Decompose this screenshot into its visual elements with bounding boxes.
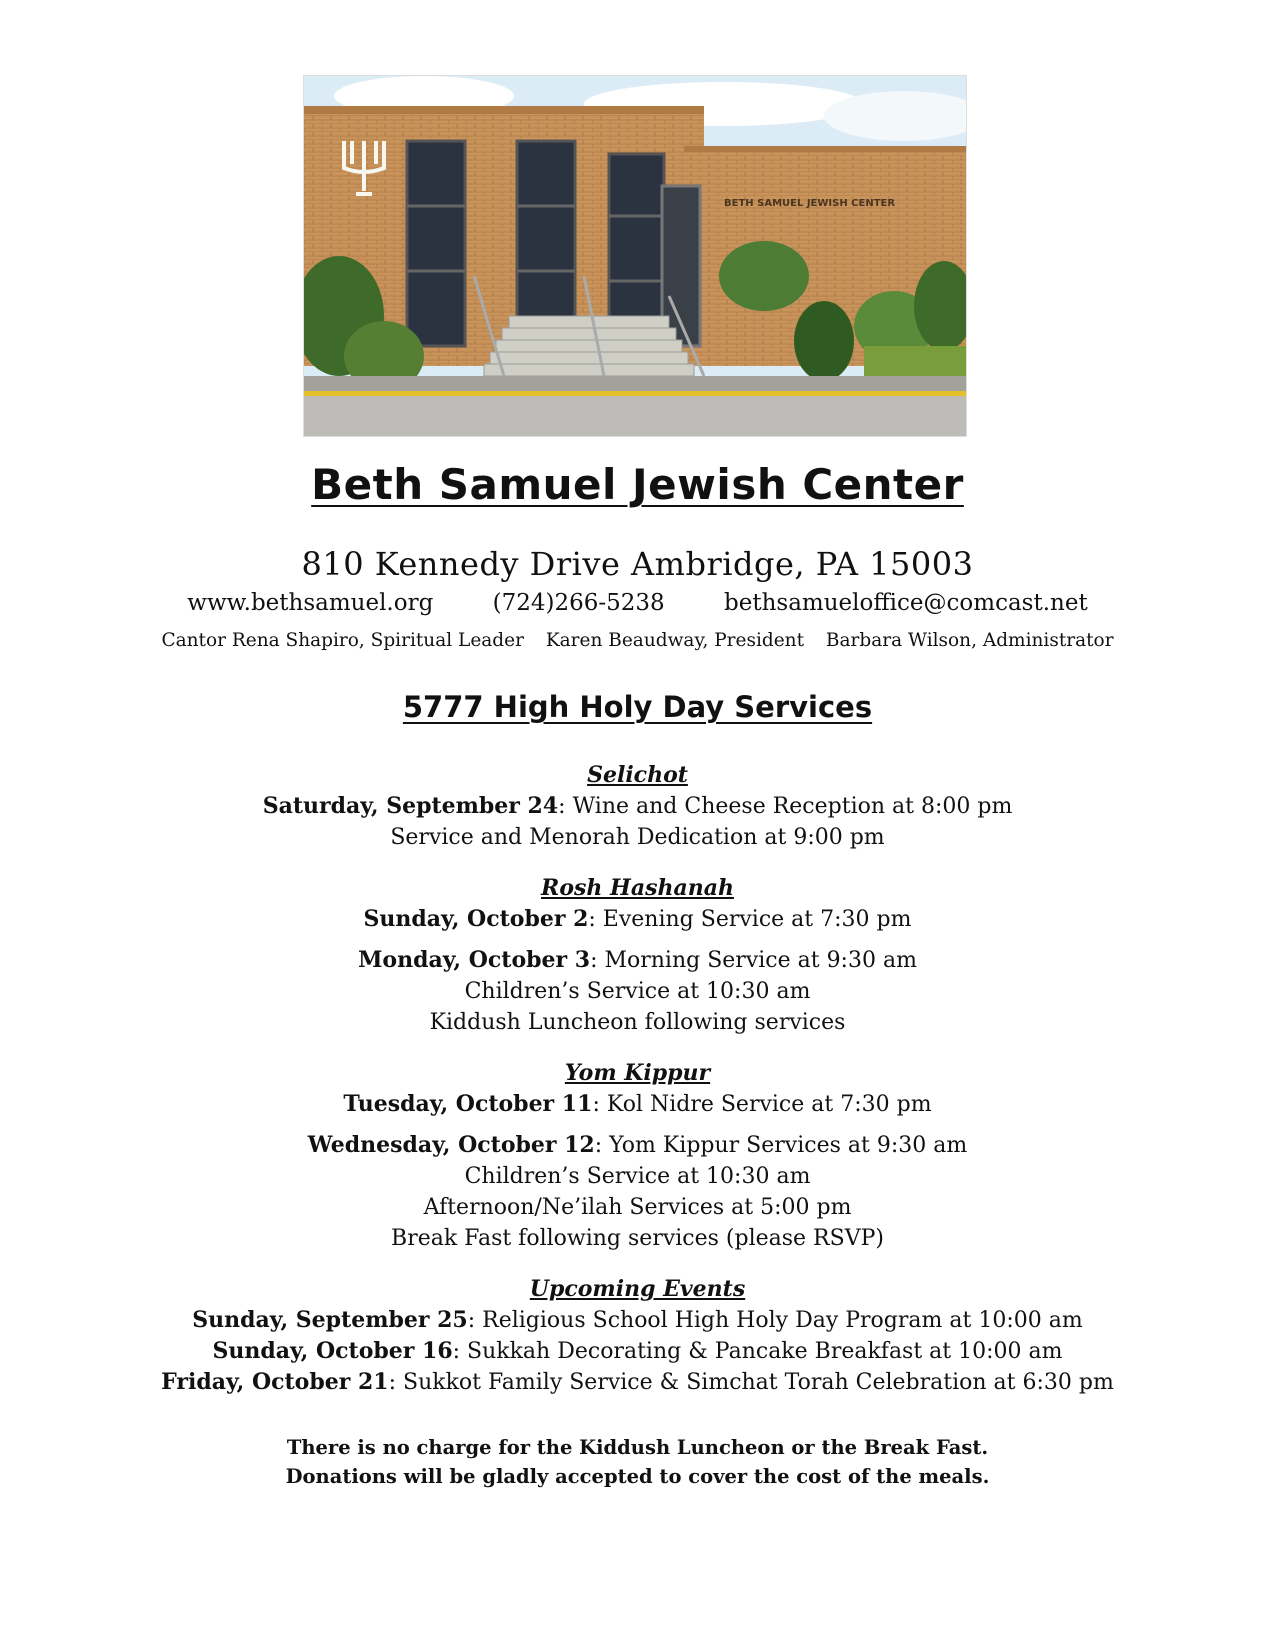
event-text: : Sukkot Family Service & Simchat Torah Celebration at 6:30 pm	[388, 1370, 1114, 1395]
schedule-group	[0, 1089, 1275, 1120]
event-text: : Morning Service at 9:30 am	[590, 948, 917, 973]
event-text: : Religious School High Holy Day Program at 10:00 am	[467, 1308, 1083, 1333]
event-date: Sunday, October 16	[212, 1338, 453, 1364]
event-text: : Kol Nidre Service at 7:30 pm	[592, 1092, 932, 1117]
website-link[interactable]: www.bethsamuel.org	[187, 590, 434, 616]
leaders-line	[0, 630, 1275, 651]
schedule-line	[0, 1367, 1275, 1398]
event-text: : Yom Kippur Services at 9:30 am	[594, 1133, 968, 1158]
schedule-line: Children’s Service at 10:30 am	[464, 979, 811, 1004]
event-date: Sunday, October 2	[363, 906, 589, 932]
services-heading: 5777 High Holy Day Services	[402, 690, 873, 724]
building-photo	[303, 75, 967, 437]
schedule-group	[0, 1130, 1275, 1254]
center-name: Beth Samuel Jewish Center	[311, 460, 964, 509]
schedule-group	[0, 791, 1275, 853]
schedule-line	[0, 791, 1275, 822]
schedule-line	[0, 904, 1275, 935]
building-sign: BETH SAMUEL JEWISH CENTER	[724, 198, 896, 209]
schedule-line: Service and Menorah Dedication at 9:00 pm	[390, 825, 885, 850]
schedule-line	[0, 1336, 1275, 1367]
footer-note	[0, 1433, 1275, 1491]
event-date: Friday, October 21	[161, 1369, 389, 1395]
leader-spiritual: Cantor Rena Shapiro, Spiritual Leader	[161, 630, 524, 651]
schedule-line	[0, 945, 1275, 976]
section-title-selichot: Selichot	[587, 762, 688, 788]
schedule-line	[0, 1089, 1275, 1120]
schedule-group	[0, 945, 1275, 1038]
event-date: Monday, October 3	[358, 947, 591, 973]
schedule-group	[0, 1305, 1275, 1398]
event-date: Saturday, September 24	[262, 793, 559, 819]
footer-line-2: Donations will be gladly accepted to cover the cost of the meals.	[285, 1465, 990, 1488]
schedule-line	[0, 1130, 1275, 1161]
email-link[interactable]: bethsamueloffice@comcast.net	[724, 590, 1088, 616]
event-date: Wednesday, October 12	[307, 1132, 595, 1158]
schedule-line	[0, 1305, 1275, 1336]
schedule-line: Afternoon/Ne’ilah Services at 5:00 pm	[423, 1195, 852, 1220]
schedule-group	[0, 904, 1275, 935]
schedule-line: Kiddush Luncheon following services	[429, 1010, 846, 1035]
section-title-upcoming-events: Upcoming Events	[529, 1276, 746, 1302]
schedule-line: Break Fast following services (please RSVP)	[391, 1226, 884, 1251]
event-text: : Wine and Cheese Reception at 8:00 pm	[558, 794, 1013, 819]
leader-administrator: Barbara Wilson, Administrator	[825, 630, 1114, 651]
section-title-yom-kippur: Yom Kippur	[564, 1060, 711, 1086]
contact-line	[0, 590, 1275, 616]
phone-number: (724)266-5238	[492, 590, 665, 616]
event-text: : Evening Service at 7:30 pm	[588, 907, 912, 932]
schedule-line: Children’s Service at 10:30 am	[464, 1164, 811, 1189]
footer-line-1: There is no charge for the Kiddush Luncheon or the Break Fast.	[286, 1436, 989, 1459]
event-date: Tuesday, October 11	[343, 1091, 593, 1117]
leader-president: Karen Beaudway, President	[545, 630, 805, 651]
address: 810 Kennedy Drive Ambridge, PA 15003	[301, 545, 974, 583]
schedule	[0, 760, 1275, 1398]
event-text: : Sukkah Decorating & Pancake Breakfast at 10:00 am	[452, 1339, 1063, 1364]
section-title-rosh-hashanah: Rosh Hashanah	[541, 875, 734, 901]
event-date: Sunday, September 25	[192, 1307, 468, 1333]
